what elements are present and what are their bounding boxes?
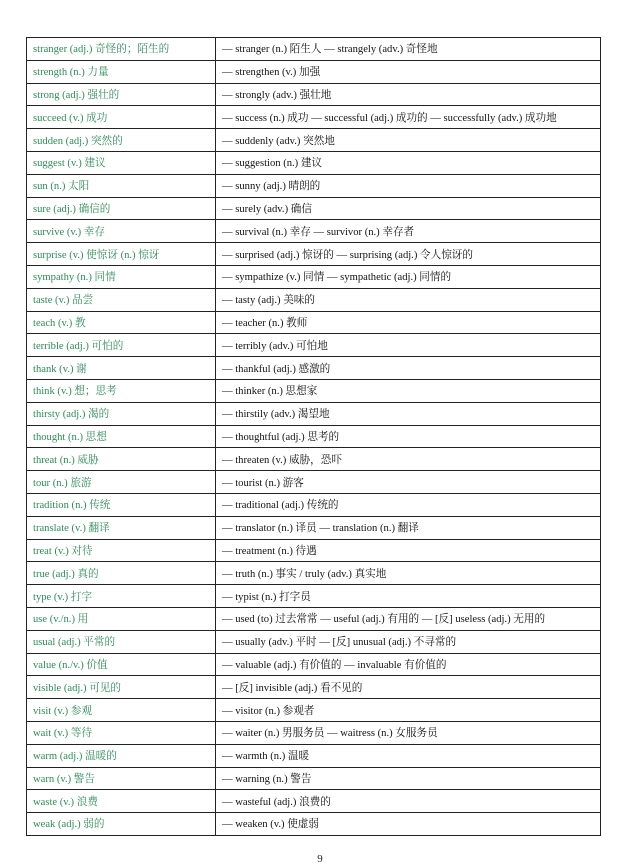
headword-cell: true (adj.) 真的 bbox=[27, 562, 216, 585]
headword-cell: usual (adj.) 平常的 bbox=[27, 630, 216, 653]
headword-cell: stranger (adj.) 奇怪的；陌生的 bbox=[27, 38, 216, 61]
headword-cell: weak (adj.) 弱的 bbox=[27, 813, 216, 836]
table-row bbox=[27, 744, 601, 767]
headword-cell: threat (n.) 威胁 bbox=[27, 448, 216, 471]
table-row bbox=[27, 562, 601, 585]
table-row bbox=[27, 448, 601, 471]
table-row bbox=[27, 402, 601, 425]
table-row bbox=[27, 129, 601, 152]
headword-cell: strength (n.) 力量 bbox=[27, 60, 216, 83]
headword-cell: visit (v.) 参观 bbox=[27, 699, 216, 722]
headword-cell: survive (v.) 幸存 bbox=[27, 220, 216, 243]
derivatives-cell: — strengthen (v.) 加强 bbox=[216, 60, 601, 83]
table-row bbox=[27, 630, 601, 653]
table-row bbox=[27, 288, 601, 311]
headword-cell: waste (v.) 浪费 bbox=[27, 790, 216, 813]
headword-cell: translate (v.) 翻译 bbox=[27, 516, 216, 539]
table-row bbox=[27, 38, 601, 61]
headword-cell: taste (v.) 品尝 bbox=[27, 288, 216, 311]
vocabulary-table-body bbox=[27, 38, 601, 836]
headword-cell: thank (v.) 谢 bbox=[27, 357, 216, 380]
headword-cell: terrible (adj.) 可怕的 bbox=[27, 334, 216, 357]
table-row bbox=[27, 516, 601, 539]
derivatives-cell: — tasty (adj.) 美味的 bbox=[216, 288, 601, 311]
derivatives-cell: — weaken (v.) 使虚弱 bbox=[216, 813, 601, 836]
table-row bbox=[27, 174, 601, 197]
headword-cell: thirsty (adj.) 渴的 bbox=[27, 402, 216, 425]
table-row bbox=[27, 471, 601, 494]
headword-cell: tour (n.) 旅游 bbox=[27, 471, 216, 494]
derivatives-cell: — tourist (n.) 游客 bbox=[216, 471, 601, 494]
derivatives-cell: — traditional (adj.) 传统的 bbox=[216, 493, 601, 516]
vocabulary-table bbox=[26, 37, 601, 836]
headword-cell: use (v./n.) 用 bbox=[27, 607, 216, 630]
derivatives-cell: — suddenly (adv.) 突然地 bbox=[216, 129, 601, 152]
table-row bbox=[27, 607, 601, 630]
table-row bbox=[27, 767, 601, 790]
derivatives-cell: — surely (adv.) 确信 bbox=[216, 197, 601, 220]
derivatives-cell: — wasteful (adj.) 浪费的 bbox=[216, 790, 601, 813]
table-row bbox=[27, 83, 601, 106]
headword-cell: tradition (n.) 传统 bbox=[27, 493, 216, 516]
headword-cell: strong (adj.) 强壮的 bbox=[27, 83, 216, 106]
derivatives-cell: — warmth (n.) 温暖 bbox=[216, 744, 601, 767]
derivatives-cell: — truth (n.) 事实 / truly (adv.) 真实地 bbox=[216, 562, 601, 585]
table-row bbox=[27, 790, 601, 813]
table-row bbox=[27, 653, 601, 676]
derivatives-cell: — usually (adv.) 平时 — [反] unusual (adj.) 不寻常的 bbox=[216, 630, 601, 653]
headword-cell: warn (v.) 警告 bbox=[27, 767, 216, 790]
table-row bbox=[27, 585, 601, 608]
derivatives-cell: — sympathize (v.) 同情 — sympathetic (adj.) 同情的 bbox=[216, 265, 601, 288]
table-row bbox=[27, 721, 601, 744]
headword-cell: surprise (v.) 使惊讶 (n.) 惊讶 bbox=[27, 243, 216, 266]
headword-cell: suggest (v.) 建议 bbox=[27, 151, 216, 174]
headword-cell: visible (adj.) 可见的 bbox=[27, 676, 216, 699]
headword-cell: thought (n.) 思想 bbox=[27, 425, 216, 448]
table-row bbox=[27, 60, 601, 83]
derivatives-cell: — [反] invisible (adj.) 看不见的 bbox=[216, 676, 601, 699]
headword-cell: sympathy (n.) 同情 bbox=[27, 265, 216, 288]
headword-cell: type (v.) 打字 bbox=[27, 585, 216, 608]
table-row bbox=[27, 334, 601, 357]
derivatives-cell: — terribly (adv.) 可怕地 bbox=[216, 334, 601, 357]
headword-cell: think (v.) 想；思考 bbox=[27, 379, 216, 402]
derivatives-cell: — thirstily (adv.) 渴望地 bbox=[216, 402, 601, 425]
table-row bbox=[27, 265, 601, 288]
derivatives-cell: — translator (n.) 译员 — translation (n.) 翻译 bbox=[216, 516, 601, 539]
headword-cell: sudden (adj.) 突然的 bbox=[27, 129, 216, 152]
page-number: 9 bbox=[317, 853, 323, 865]
derivatives-cell: — waiter (n.) 男服务员 — waitress (n.) 女服务员 bbox=[216, 721, 601, 744]
table-row bbox=[27, 311, 601, 334]
derivatives-cell: — success (n.) 成功 — successful (adj.) 成功的 — successfully (adv.) 成功地 bbox=[216, 106, 601, 129]
table-row bbox=[27, 539, 601, 562]
derivatives-cell: — stranger (n.) 陌生人 — strangely (adv.) 奇怪地 bbox=[216, 38, 601, 61]
derivatives-cell: — surprised (adj.) 惊讶的 — surprising (adj.) 令人惊讶的 bbox=[216, 243, 601, 266]
derivatives-cell: — typist (n.) 打字员 bbox=[216, 585, 601, 608]
table-row bbox=[27, 106, 601, 129]
table-row bbox=[27, 425, 601, 448]
derivatives-cell: — thinker (n.) 思想家 bbox=[216, 379, 601, 402]
table-row bbox=[27, 151, 601, 174]
table-row bbox=[27, 676, 601, 699]
table-row bbox=[27, 813, 601, 836]
derivatives-cell: — threaten (v.) 威胁，恐吓 bbox=[216, 448, 601, 471]
derivatives-cell: — thankful (adj.) 感激的 bbox=[216, 357, 601, 380]
headword-cell: warm (adj.) 温暖的 bbox=[27, 744, 216, 767]
derivatives-cell: — warning (n.) 警告 bbox=[216, 767, 601, 790]
derivatives-cell: — sunny (adj.) 晴朗的 bbox=[216, 174, 601, 197]
headword-cell: wait (v.) 等待 bbox=[27, 721, 216, 744]
derivatives-cell: — treatment (n.) 待遇 bbox=[216, 539, 601, 562]
derivatives-cell: — strongly (adv.) 强壮地 bbox=[216, 83, 601, 106]
table-row bbox=[27, 493, 601, 516]
derivatives-cell: — visitor (n.) 参观者 bbox=[216, 699, 601, 722]
derivatives-cell: — used (to) 过去常常 — useful (adj.) 有用的 — [反] useless (adj.) 无用的 bbox=[216, 607, 601, 630]
headword-cell: succeed (v.) 成功 bbox=[27, 106, 216, 129]
headword-cell: value (n./v.) 价值 bbox=[27, 653, 216, 676]
headword-cell: treat (v.) 对待 bbox=[27, 539, 216, 562]
table-row bbox=[27, 699, 601, 722]
table-row bbox=[27, 357, 601, 380]
table-row bbox=[27, 220, 601, 243]
derivatives-cell: — thoughtful (adj.) 思考的 bbox=[216, 425, 601, 448]
derivatives-cell: — suggestion (n.) 建议 bbox=[216, 151, 601, 174]
derivatives-cell: — survival (n.) 幸存 — survivor (n.) 幸存者 bbox=[216, 220, 601, 243]
headword-cell: teach (v.) 教 bbox=[27, 311, 216, 334]
headword-cell: sure (adj.) 确信的 bbox=[27, 197, 216, 220]
headword-cell: sun (n.) 太阳 bbox=[27, 174, 216, 197]
table-row bbox=[27, 243, 601, 266]
derivatives-cell: — valuable (adj.) 有价值的 — invaluable 有价值的 bbox=[216, 653, 601, 676]
derivatives-cell: — teacher (n.) 教师 bbox=[216, 311, 601, 334]
table-row bbox=[27, 379, 601, 402]
table-row bbox=[27, 197, 601, 220]
